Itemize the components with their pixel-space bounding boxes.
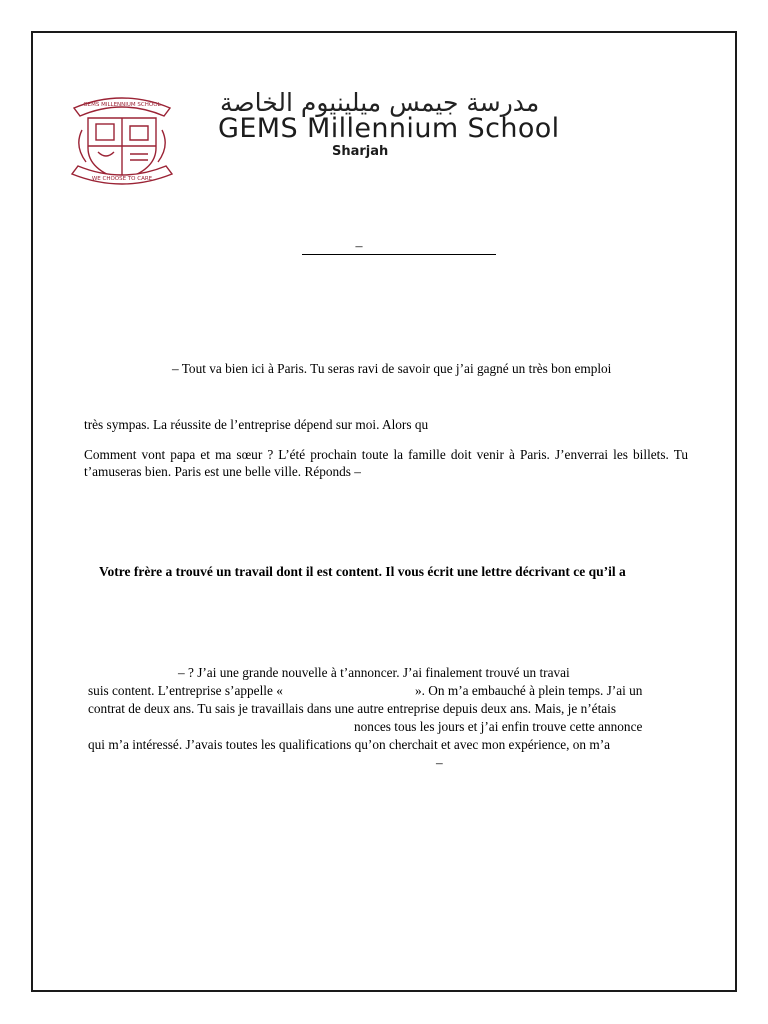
title-dash: – xyxy=(355,239,363,254)
school-name: GEMS Millennium School xyxy=(218,113,560,144)
letter2-line1: – ? J’ai une grande nouvelle à t’annoncer. J’ai finalement trouvé un travai xyxy=(178,665,570,680)
school-name-arabic: مدرسة جيمس ميلينيوم الخاصة xyxy=(220,88,540,117)
letter2-line2-start: suis content. L’entreprise s’appelle « xyxy=(88,683,283,698)
crest-top-banner-text: GEMS MILLENNIUM SCHOOL xyxy=(83,102,161,108)
letter1-line2: très sympas. La réussite de l’entreprise dépend sur moi. Alors qu xyxy=(84,417,429,432)
letter1-paragraph: Comment vont papa et ma sœur ? L’été prochain toute la famille doit venir à Paris. J’enverrai les billets. Tu t’amuseras bien. Paris est une belle ville. Réponds – xyxy=(84,447,688,479)
letter1-line1: – Tout va bien ici à Paris. Tu seras ravi de savoir que j’ai gagné un très bon emploi xyxy=(172,361,612,376)
letter2-line6: – xyxy=(436,755,443,770)
crest-bottom-banner-text: WE CHOOSE TO CARE xyxy=(91,176,153,182)
letter2-line5: qui m’a intéressé. J’avais toutes les qualifications qu’on cherchait et avec mon expérience, on m’a xyxy=(88,737,611,752)
school-city: Sharjah xyxy=(332,144,389,159)
school-crest-logo xyxy=(68,90,176,190)
exercise-prompt: Votre frère a trouvé un travail dont il est content. Il vous écrit une lettre décrivant ce qu’il a xyxy=(99,564,626,579)
letter2-line2-end: ». On m’a embauché à plein temps. J’ai un xyxy=(415,683,643,698)
letter2-line3: contrat de deux ans. Tu sais je travaillais dans une autre entreprise depuis deux ans. Mais, je n’étais xyxy=(88,701,617,716)
letter2-line4: nonces tous les jours et j’ai enfin trouve cette annonce xyxy=(354,719,643,734)
document-title-blank xyxy=(302,240,496,255)
